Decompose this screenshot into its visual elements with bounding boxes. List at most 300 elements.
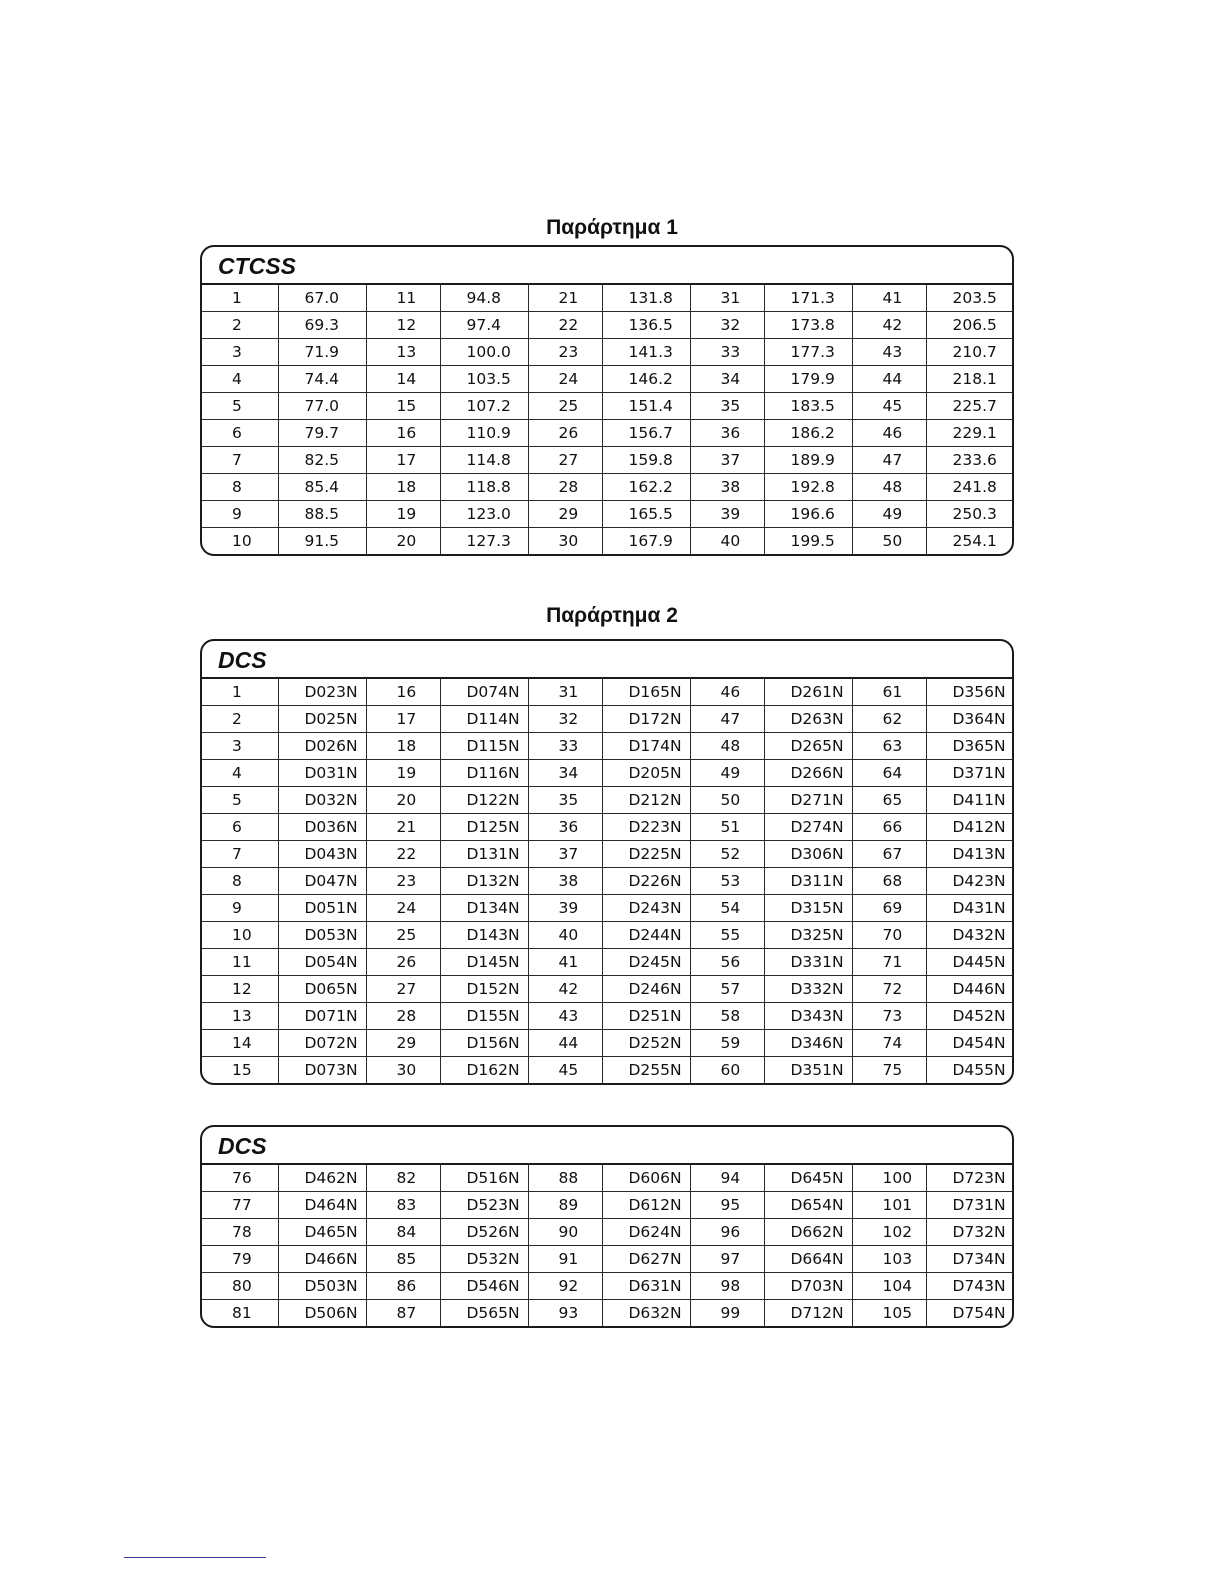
code-value-cell: D274N bbox=[764, 814, 852, 841]
code-number-cell: 100 bbox=[852, 1165, 926, 1192]
code-number-cell: 20 bbox=[366, 528, 440, 555]
code-number-cell: 51 bbox=[690, 814, 764, 841]
code-value-cell: D523N bbox=[440, 1192, 528, 1219]
code-number-cell: 57 bbox=[690, 976, 764, 1003]
code-value-cell: 210.7 bbox=[926, 339, 1012, 366]
code-value-cell: D072N bbox=[278, 1030, 366, 1057]
code-number-cell: 19 bbox=[366, 501, 440, 528]
code-value-cell: 233.6 bbox=[926, 447, 1012, 474]
code-value-cell: 151.4 bbox=[602, 393, 690, 420]
code-value-cell: 192.8 bbox=[764, 474, 852, 501]
code-value-cell: D132N bbox=[440, 868, 528, 895]
code-number-cell: 28 bbox=[528, 474, 602, 501]
code-value-cell: 88.5 bbox=[278, 501, 366, 528]
code-value-cell: D246N bbox=[602, 976, 690, 1003]
code-number-cell: 27 bbox=[366, 976, 440, 1003]
table-row bbox=[202, 339, 1012, 366]
code-number-cell: 49 bbox=[690, 760, 764, 787]
code-number-cell: 1 bbox=[202, 679, 278, 706]
code-number-cell: 23 bbox=[528, 339, 602, 366]
code-number-cell: 78 bbox=[202, 1219, 278, 1246]
code-number-cell: 68 bbox=[852, 868, 926, 895]
code-value-cell: D251N bbox=[602, 1003, 690, 1030]
table-row bbox=[202, 420, 1012, 447]
code-number-cell: 60 bbox=[690, 1057, 764, 1084]
code-value-cell: D546N bbox=[440, 1273, 528, 1300]
code-number-cell: 50 bbox=[690, 787, 764, 814]
code-number-cell: 80 bbox=[202, 1273, 278, 1300]
code-number-cell: 42 bbox=[528, 976, 602, 1003]
code-number-cell: 9 bbox=[202, 895, 278, 922]
code-value-cell: D743N bbox=[926, 1273, 1012, 1300]
table-row bbox=[202, 1003, 1012, 1030]
code-value-cell: D624N bbox=[602, 1219, 690, 1246]
code-value-cell: D723N bbox=[926, 1165, 1012, 1192]
code-number-cell: 77 bbox=[202, 1192, 278, 1219]
code-number-cell: 104 bbox=[852, 1273, 926, 1300]
code-value-cell: D205N bbox=[602, 760, 690, 787]
code-number-cell: 96 bbox=[690, 1219, 764, 1246]
dcs-table-1-title: DCS bbox=[202, 641, 1012, 679]
table-row bbox=[202, 787, 1012, 814]
code-value-cell: D255N bbox=[602, 1057, 690, 1084]
code-value-cell: 177.3 bbox=[764, 339, 852, 366]
code-value-cell: D131N bbox=[440, 841, 528, 868]
code-number-cell: 59 bbox=[690, 1030, 764, 1057]
code-number-cell: 3 bbox=[202, 339, 278, 366]
dcs-table-1 bbox=[202, 679, 1012, 1083]
code-number-cell: 38 bbox=[528, 868, 602, 895]
code-number-cell: 88 bbox=[528, 1165, 602, 1192]
code-number-cell: 39 bbox=[528, 895, 602, 922]
code-number-cell: 9 bbox=[202, 501, 278, 528]
code-value-cell: 203.5 bbox=[926, 285, 1012, 312]
code-value-cell: D156N bbox=[440, 1030, 528, 1057]
ctcss-table-title: CTCSS bbox=[202, 247, 1012, 285]
code-number-cell: 99 bbox=[690, 1300, 764, 1327]
code-value-cell: 103.5 bbox=[440, 366, 528, 393]
code-number-cell: 34 bbox=[528, 760, 602, 787]
table-row bbox=[202, 922, 1012, 949]
code-number-cell: 17 bbox=[366, 706, 440, 733]
code-number-cell: 64 bbox=[852, 760, 926, 787]
code-number-cell: 12 bbox=[202, 976, 278, 1003]
code-number-cell: 71 bbox=[852, 949, 926, 976]
code-number-cell: 8 bbox=[202, 474, 278, 501]
table-body bbox=[202, 1165, 1012, 1326]
code-value-cell: 74.4 bbox=[278, 366, 366, 393]
code-value-cell: 82.5 bbox=[278, 447, 366, 474]
code-number-cell: 28 bbox=[366, 1003, 440, 1030]
code-number-cell: 5 bbox=[202, 787, 278, 814]
code-number-cell: 102 bbox=[852, 1219, 926, 1246]
code-value-cell: 91.5 bbox=[278, 528, 366, 555]
code-value-cell: D632N bbox=[602, 1300, 690, 1327]
code-number-cell: 40 bbox=[528, 922, 602, 949]
code-value-cell: D462N bbox=[278, 1165, 366, 1192]
code-value-cell: 141.3 bbox=[602, 339, 690, 366]
code-number-cell: 70 bbox=[852, 922, 926, 949]
code-number-cell: 4 bbox=[202, 366, 278, 393]
code-number-cell: 40 bbox=[690, 528, 764, 555]
table-row bbox=[202, 1300, 1012, 1327]
code-value-cell: D446N bbox=[926, 976, 1012, 1003]
code-value-cell: D165N bbox=[602, 679, 690, 706]
code-value-cell: D703N bbox=[764, 1273, 852, 1300]
code-number-cell: 69 bbox=[852, 895, 926, 922]
code-value-cell: 118.8 bbox=[440, 474, 528, 501]
code-number-cell: 54 bbox=[690, 895, 764, 922]
table-body bbox=[202, 285, 1012, 554]
dcs-table-2-box bbox=[200, 1125, 1014, 1328]
code-value-cell: D343N bbox=[764, 1003, 852, 1030]
code-number-cell: 11 bbox=[202, 949, 278, 976]
code-value-cell: D332N bbox=[764, 976, 852, 1003]
code-number-cell: 49 bbox=[852, 501, 926, 528]
code-number-cell: 90 bbox=[528, 1219, 602, 1246]
code-number-cell: 22 bbox=[528, 312, 602, 339]
table-row bbox=[202, 1030, 1012, 1057]
code-number-cell: 97 bbox=[690, 1246, 764, 1273]
table-row bbox=[202, 760, 1012, 787]
code-value-cell: D346N bbox=[764, 1030, 852, 1057]
code-number-cell: 47 bbox=[690, 706, 764, 733]
code-value-cell: D454N bbox=[926, 1030, 1012, 1057]
code-value-cell: D266N bbox=[764, 760, 852, 787]
code-number-cell: 103 bbox=[852, 1246, 926, 1273]
code-number-cell: 8 bbox=[202, 868, 278, 895]
code-number-cell: 7 bbox=[202, 841, 278, 868]
table-row bbox=[202, 1057, 1012, 1084]
dcs-table-2 bbox=[202, 1165, 1012, 1326]
code-value-cell: 167.9 bbox=[602, 528, 690, 555]
code-number-cell: 14 bbox=[202, 1030, 278, 1057]
code-number-cell: 44 bbox=[852, 366, 926, 393]
code-number-cell: 86 bbox=[366, 1273, 440, 1300]
code-value-cell: 131.8 bbox=[602, 285, 690, 312]
table-row bbox=[202, 814, 1012, 841]
code-value-cell: D031N bbox=[278, 760, 366, 787]
code-number-cell: 17 bbox=[366, 447, 440, 474]
table-row bbox=[202, 447, 1012, 474]
code-number-cell: 16 bbox=[366, 420, 440, 447]
code-value-cell: D074N bbox=[440, 679, 528, 706]
code-number-cell: 50 bbox=[852, 528, 926, 555]
appendix-2-heading: Παράρτημα 2 bbox=[546, 604, 678, 627]
code-number-cell: 30 bbox=[528, 528, 602, 555]
code-number-cell: 39 bbox=[690, 501, 764, 528]
code-number-cell: 29 bbox=[366, 1030, 440, 1057]
code-number-cell: 74 bbox=[852, 1030, 926, 1057]
table-row bbox=[202, 949, 1012, 976]
code-value-cell: 156.7 bbox=[602, 420, 690, 447]
code-number-cell: 32 bbox=[528, 706, 602, 733]
code-number-cell: 94 bbox=[690, 1165, 764, 1192]
code-number-cell: 10 bbox=[202, 922, 278, 949]
code-value-cell: 71.9 bbox=[278, 339, 366, 366]
code-value-cell: D662N bbox=[764, 1219, 852, 1246]
code-value-cell: D271N bbox=[764, 787, 852, 814]
code-number-cell: 19 bbox=[366, 760, 440, 787]
code-number-cell: 20 bbox=[366, 787, 440, 814]
code-value-cell: D152N bbox=[440, 976, 528, 1003]
code-number-cell: 76 bbox=[202, 1165, 278, 1192]
code-value-cell: 250.3 bbox=[926, 501, 1012, 528]
code-number-cell: 15 bbox=[202, 1057, 278, 1084]
appendix-1-heading: Παράρτημα 1 bbox=[546, 216, 678, 239]
ctcss-table-box bbox=[200, 245, 1014, 556]
code-value-cell: 146.2 bbox=[602, 366, 690, 393]
table-row bbox=[202, 312, 1012, 339]
code-number-cell: 85 bbox=[366, 1246, 440, 1273]
code-number-cell: 47 bbox=[852, 447, 926, 474]
code-value-cell: D053N bbox=[278, 922, 366, 949]
code-value-cell: D432N bbox=[926, 922, 1012, 949]
code-number-cell: 45 bbox=[528, 1057, 602, 1084]
code-value-cell: 225.7 bbox=[926, 393, 1012, 420]
code-value-cell: D243N bbox=[602, 895, 690, 922]
code-value-cell: D516N bbox=[440, 1165, 528, 1192]
code-number-cell: 101 bbox=[852, 1192, 926, 1219]
code-number-cell: 53 bbox=[690, 868, 764, 895]
code-number-cell: 6 bbox=[202, 814, 278, 841]
code-number-cell: 93 bbox=[528, 1300, 602, 1327]
code-number-cell: 83 bbox=[366, 1192, 440, 1219]
table-row bbox=[202, 976, 1012, 1003]
table-row bbox=[202, 895, 1012, 922]
code-number-cell: 21 bbox=[528, 285, 602, 312]
code-number-cell: 89 bbox=[528, 1192, 602, 1219]
code-value-cell: 171.3 bbox=[764, 285, 852, 312]
code-number-cell: 13 bbox=[366, 339, 440, 366]
code-number-cell: 35 bbox=[528, 787, 602, 814]
code-number-cell: 13 bbox=[202, 1003, 278, 1030]
code-value-cell: 186.2 bbox=[764, 420, 852, 447]
code-number-cell: 4 bbox=[202, 760, 278, 787]
code-value-cell: 196.6 bbox=[764, 501, 852, 528]
code-number-cell: 63 bbox=[852, 733, 926, 760]
code-value-cell: D325N bbox=[764, 922, 852, 949]
code-value-cell: D223N bbox=[602, 814, 690, 841]
code-number-cell: 24 bbox=[528, 366, 602, 393]
code-value-cell: D465N bbox=[278, 1219, 366, 1246]
code-value-cell: D364N bbox=[926, 706, 1012, 733]
code-number-cell: 42 bbox=[852, 312, 926, 339]
code-number-cell: 37 bbox=[690, 447, 764, 474]
code-value-cell: D122N bbox=[440, 787, 528, 814]
code-number-cell: 52 bbox=[690, 841, 764, 868]
code-value-cell: 79.7 bbox=[278, 420, 366, 447]
code-value-cell: 85.4 bbox=[278, 474, 366, 501]
code-number-cell: 22 bbox=[366, 841, 440, 868]
code-number-cell: 45 bbox=[852, 393, 926, 420]
code-number-cell: 46 bbox=[690, 679, 764, 706]
code-value-cell: D226N bbox=[602, 868, 690, 895]
code-value-cell: D315N bbox=[764, 895, 852, 922]
code-number-cell: 46 bbox=[852, 420, 926, 447]
code-number-cell: 91 bbox=[528, 1246, 602, 1273]
code-value-cell: D311N bbox=[764, 868, 852, 895]
code-value-cell: 165.5 bbox=[602, 501, 690, 528]
code-value-cell: D263N bbox=[764, 706, 852, 733]
code-value-cell: D664N bbox=[764, 1246, 852, 1273]
code-value-cell: D431N bbox=[926, 895, 1012, 922]
code-number-cell: 72 bbox=[852, 976, 926, 1003]
code-value-cell: D155N bbox=[440, 1003, 528, 1030]
code-value-cell: D712N bbox=[764, 1300, 852, 1327]
code-number-cell: 41 bbox=[852, 285, 926, 312]
code-number-cell: 98 bbox=[690, 1273, 764, 1300]
code-value-cell: D114N bbox=[440, 706, 528, 733]
code-value-cell: D125N bbox=[440, 814, 528, 841]
table-row bbox=[202, 841, 1012, 868]
code-value-cell: D073N bbox=[278, 1057, 366, 1084]
table-row bbox=[202, 474, 1012, 501]
code-value-cell: 123.0 bbox=[440, 501, 528, 528]
code-number-cell: 32 bbox=[690, 312, 764, 339]
code-number-cell: 55 bbox=[690, 922, 764, 949]
table-row bbox=[202, 706, 1012, 733]
code-number-cell: 7 bbox=[202, 447, 278, 474]
code-value-cell: D071N bbox=[278, 1003, 366, 1030]
code-number-cell: 65 bbox=[852, 787, 926, 814]
code-value-cell: 199.5 bbox=[764, 528, 852, 555]
code-number-cell: 81 bbox=[202, 1300, 278, 1327]
code-number-cell: 73 bbox=[852, 1003, 926, 1030]
table-row bbox=[202, 501, 1012, 528]
code-number-cell: 18 bbox=[366, 474, 440, 501]
code-number-cell: 41 bbox=[528, 949, 602, 976]
code-number-cell: 14 bbox=[366, 366, 440, 393]
code-value-cell: D356N bbox=[926, 679, 1012, 706]
code-value-cell: D143N bbox=[440, 922, 528, 949]
code-value-cell: D023N bbox=[278, 679, 366, 706]
table-row bbox=[202, 733, 1012, 760]
code-value-cell: D371N bbox=[926, 760, 1012, 787]
code-number-cell: 35 bbox=[690, 393, 764, 420]
code-number-cell: 23 bbox=[366, 868, 440, 895]
code-number-cell: 12 bbox=[366, 312, 440, 339]
table-row bbox=[202, 393, 1012, 420]
code-number-cell: 66 bbox=[852, 814, 926, 841]
code-value-cell: 69.3 bbox=[278, 312, 366, 339]
code-value-cell: D265N bbox=[764, 733, 852, 760]
code-number-cell: 33 bbox=[528, 733, 602, 760]
code-number-cell: 29 bbox=[528, 501, 602, 528]
code-value-cell: D565N bbox=[440, 1300, 528, 1327]
code-number-cell: 1 bbox=[202, 285, 278, 312]
code-number-cell: 30 bbox=[366, 1057, 440, 1084]
code-number-cell: 2 bbox=[202, 706, 278, 733]
table-row bbox=[202, 1273, 1012, 1300]
code-number-cell: 48 bbox=[690, 733, 764, 760]
code-number-cell: 26 bbox=[528, 420, 602, 447]
code-number-cell: 36 bbox=[528, 814, 602, 841]
code-value-cell: D032N bbox=[278, 787, 366, 814]
code-number-cell: 16 bbox=[366, 679, 440, 706]
code-number-cell: 62 bbox=[852, 706, 926, 733]
table-body bbox=[202, 679, 1012, 1083]
dcs-table-1-box bbox=[200, 639, 1014, 1085]
code-value-cell: D212N bbox=[602, 787, 690, 814]
code-number-cell: 75 bbox=[852, 1057, 926, 1084]
code-value-cell: D331N bbox=[764, 949, 852, 976]
code-value-cell: D466N bbox=[278, 1246, 366, 1273]
code-number-cell: 95 bbox=[690, 1192, 764, 1219]
code-value-cell: D631N bbox=[602, 1273, 690, 1300]
table-row bbox=[202, 1192, 1012, 1219]
code-value-cell: D261N bbox=[764, 679, 852, 706]
code-value-cell: D051N bbox=[278, 895, 366, 922]
table-row bbox=[202, 528, 1012, 555]
code-number-cell: 6 bbox=[202, 420, 278, 447]
code-number-cell: 31 bbox=[528, 679, 602, 706]
code-number-cell: 56 bbox=[690, 949, 764, 976]
code-value-cell: D174N bbox=[602, 733, 690, 760]
code-value-cell: D026N bbox=[278, 733, 366, 760]
code-number-cell: 87 bbox=[366, 1300, 440, 1327]
code-value-cell: 189.9 bbox=[764, 447, 852, 474]
ctcss-table bbox=[202, 285, 1012, 554]
code-value-cell: D115N bbox=[440, 733, 528, 760]
code-value-cell: D225N bbox=[602, 841, 690, 868]
code-value-cell: 127.3 bbox=[440, 528, 528, 555]
code-value-cell: D423N bbox=[926, 868, 1012, 895]
code-value-cell: D606N bbox=[602, 1165, 690, 1192]
code-number-cell: 33 bbox=[690, 339, 764, 366]
code-value-cell: 229.1 bbox=[926, 420, 1012, 447]
code-value-cell: D612N bbox=[602, 1192, 690, 1219]
table-row bbox=[202, 868, 1012, 895]
code-value-cell: 206.5 bbox=[926, 312, 1012, 339]
table-row bbox=[202, 1219, 1012, 1246]
code-value-cell: D731N bbox=[926, 1192, 1012, 1219]
code-number-cell: 15 bbox=[366, 393, 440, 420]
code-value-cell: 183.5 bbox=[764, 393, 852, 420]
code-value-cell: D526N bbox=[440, 1219, 528, 1246]
code-number-cell: 21 bbox=[366, 814, 440, 841]
code-number-cell: 58 bbox=[690, 1003, 764, 1030]
code-value-cell: 254.1 bbox=[952, 532, 997, 550]
code-value-cell: D134N bbox=[440, 895, 528, 922]
code-value-cell: 179.9 bbox=[764, 366, 852, 393]
table-row bbox=[202, 285, 1012, 312]
code-value-cell: D306N bbox=[764, 841, 852, 868]
code-number-cell: 67 bbox=[852, 841, 926, 868]
code-value-cell: 67.0 bbox=[278, 285, 366, 312]
table-row bbox=[202, 679, 1012, 706]
code-number-cell: 10 bbox=[202, 528, 278, 555]
code-number-cell: 27 bbox=[528, 447, 602, 474]
code-number-cell: 38 bbox=[690, 474, 764, 501]
code-number-cell: 25 bbox=[528, 393, 602, 420]
code-value-cell: D412N bbox=[926, 814, 1012, 841]
code-value-cell: 97.4 bbox=[440, 312, 528, 339]
code-value-cell: D244N bbox=[602, 922, 690, 949]
code-value-cell: D351N bbox=[764, 1057, 852, 1084]
code-value-cell: 77.0 bbox=[278, 393, 366, 420]
code-value-cell: 94.8 bbox=[440, 285, 528, 312]
code-value-cell: D065N bbox=[278, 976, 366, 1003]
code-value-cell: 100.0 bbox=[440, 339, 528, 366]
code-value-cell: 114.8 bbox=[440, 447, 528, 474]
code-value-cell: D025N bbox=[278, 706, 366, 733]
code-value-cell: D252N bbox=[602, 1030, 690, 1057]
code-number-cell: 26 bbox=[366, 949, 440, 976]
dcs-table-2-title: DCS bbox=[202, 1127, 1012, 1165]
code-number-cell: 44 bbox=[528, 1030, 602, 1057]
code-value-cell: D627N bbox=[602, 1246, 690, 1273]
